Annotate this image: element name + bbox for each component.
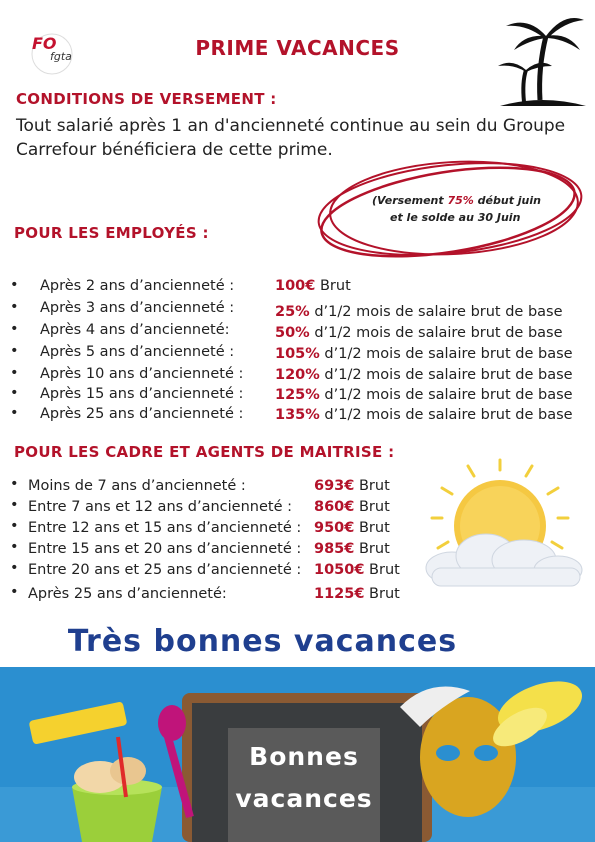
list-item: • Après 4 ans d’ancienneté: 50% d’1/2 mois de salaire brut de base	[10, 321, 563, 341]
list-item: • Entre 20 ans et 25 ans d’ancienneté : 1050€ Brut	[10, 560, 400, 578]
bullet-icon: •	[10, 299, 19, 315]
bullet-icon: •	[10, 497, 19, 513]
bullet-icon: •	[10, 385, 19, 401]
blackboard-line2: vacances	[235, 784, 373, 813]
list-item: • Entre 12 ans et 15 ans d’ancienneté : 950€ Brut	[10, 518, 390, 536]
callout-highlight: 75%	[447, 194, 474, 207]
bullet-icon: •	[10, 539, 19, 555]
bullet-icon: •	[10, 365, 19, 381]
sun-cloud-icon	[412, 456, 588, 596]
list-item: • Entre 15 ans et 20 ans d’ancienneté : 985€ Brut	[10, 539, 390, 557]
list-item: • Après 3 ans d’ancienneté : 25% d’1/2 mois de salaire brut de base	[10, 299, 563, 320]
bullet-icon: •	[10, 560, 19, 576]
list-item: • Après 25 ans d’ancienneté: 1125€ Brut	[10, 584, 400, 602]
list-item: • Après 25 ans d’ancienneté : 135% d’1/2 mois de salaire brut de base	[10, 405, 573, 423]
closing-message: Très bonnes vacances	[67, 624, 458, 659]
bullet-icon: •	[10, 321, 19, 337]
conditions-heading: CONDITIONS DE VERSEMENT :	[16, 90, 277, 108]
list-item: • Après 5 ans d’ancienneté : 105% d’1/2 mois de salaire brut de base	[10, 343, 573, 362]
page-title: PRIME VACANCES	[195, 36, 400, 60]
logo-fo: FO	[32, 34, 57, 53]
cadres-heading: POUR LES CADRE ET AGENTS DE MAITRISE :	[14, 443, 395, 461]
bullet-icon: •	[10, 584, 19, 600]
callout-line1: (Versement 75% début juin	[372, 194, 541, 207]
bullet-icon: •	[10, 277, 19, 293]
list-item: • Après 10 ans d’ancienneté : 120% d’1/2 mois de salaire brut de base	[10, 365, 573, 383]
employes-heading: POUR LES EMPLOYÉS :	[14, 224, 209, 242]
list-item: • Entre 7 ans et 12 ans d’ancienneté : 860€ Brut	[10, 497, 390, 515]
logo-fgta: fgta	[50, 50, 72, 63]
blackboard-line1: Bonnes	[249, 742, 359, 771]
bullet-icon: •	[10, 343, 19, 359]
callout-line2: et le solde au 30 Juin	[390, 211, 521, 224]
bullet-icon: •	[10, 518, 19, 534]
payment-callout	[372, 192, 572, 226]
bullet-icon: •	[10, 405, 19, 421]
list-item: • Après 2 ans d’ancienneté : 100€ Brut	[10, 277, 351, 294]
list-item: • Moins de 7 ans d’ancienneté : 693€ Brut	[10, 476, 390, 494]
conditions-text: Tout salarié après 1 an d'ancienneté continue au sein du Groupe Carrefour bénéficiera de cette prime.	[16, 116, 566, 160]
bullet-icon: •	[10, 476, 19, 492]
list-item: • Après 15 ans d’ancienneté : 125% d’1/2 mois de salaire brut de base	[10, 385, 573, 403]
